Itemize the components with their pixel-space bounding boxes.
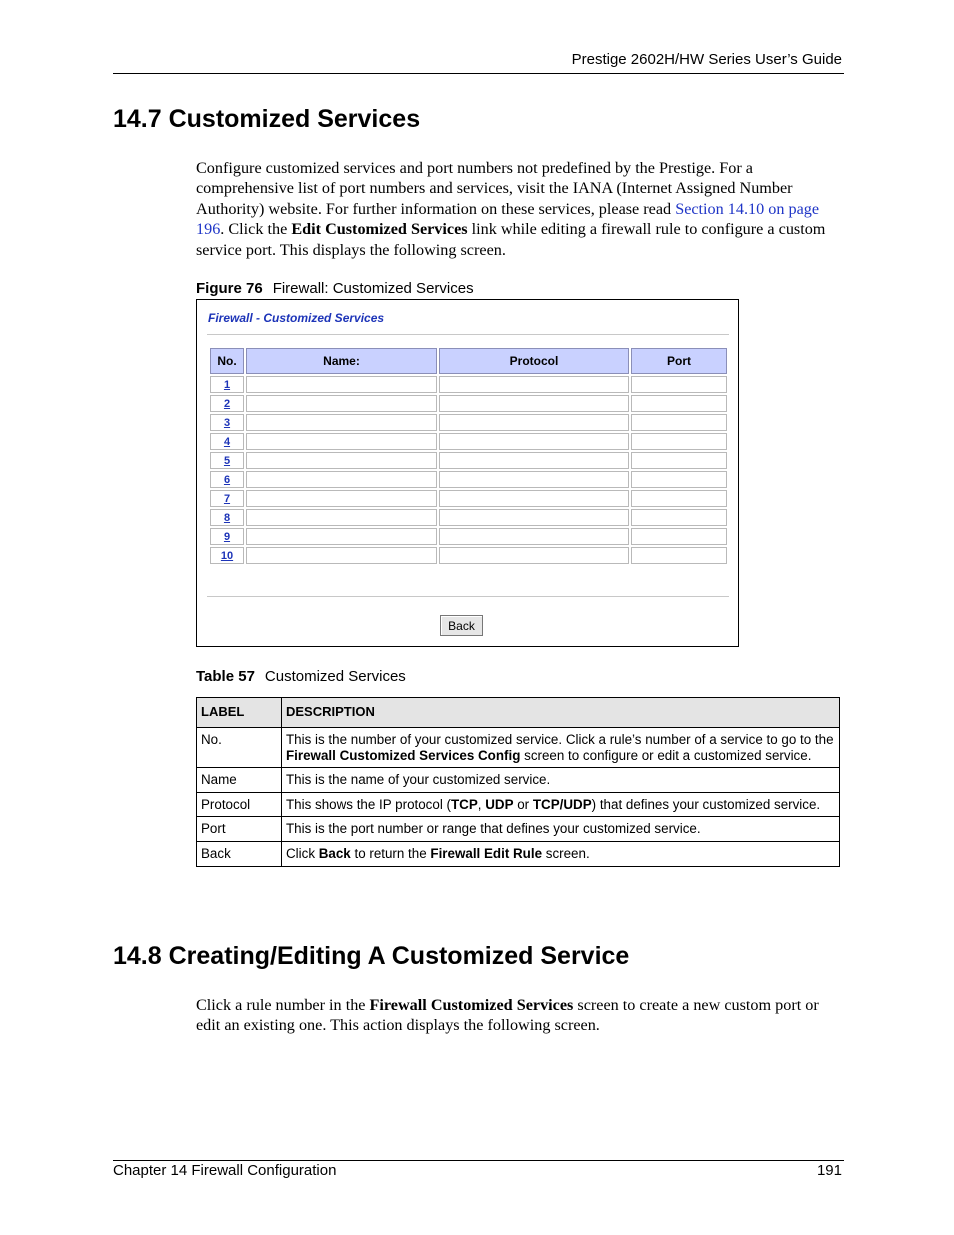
rule-number-cell xyxy=(210,452,244,469)
page-number: 191 xyxy=(816,1162,842,1179)
description-text: This is the number of your customized service. Click a rule’s number of a service to go to the xyxy=(286,732,834,747)
footer-chapter: Chapter 14 Firewall Configuration xyxy=(113,1162,337,1179)
rule-number-cell xyxy=(210,433,244,450)
description-header: DESCRIPTION xyxy=(282,698,840,728)
description-text: This shows the IP protocol ( xyxy=(286,796,451,812)
table-row xyxy=(210,547,727,564)
intro-paragraph xyxy=(196,158,842,260)
description-text: ) that defines your customized service. xyxy=(591,796,821,812)
name-cell xyxy=(246,528,437,545)
table-row xyxy=(197,817,840,842)
description-bold: UDP xyxy=(485,796,514,812)
name-cell xyxy=(246,471,437,488)
table-row xyxy=(197,841,840,866)
description-text: This is the port number or range that defines your customized service. xyxy=(286,821,701,837)
port-cell xyxy=(631,414,727,431)
port-cell xyxy=(631,395,727,412)
description-text: , xyxy=(477,796,486,812)
description-bold: TCP xyxy=(450,796,478,812)
protocol-cell xyxy=(439,414,629,431)
port-cell xyxy=(631,490,727,507)
protocol-cell xyxy=(439,433,629,450)
protocol-cell xyxy=(439,547,629,564)
rule-number-link[interactable]: 8 xyxy=(223,511,231,524)
section2-paragraph xyxy=(196,995,842,1036)
row-description xyxy=(282,768,840,793)
description-text: screen. xyxy=(542,845,590,861)
port-cell xyxy=(631,376,727,393)
col-port: Port xyxy=(631,348,727,374)
table-row xyxy=(210,433,727,450)
intro-text-b: . Click the xyxy=(220,220,292,239)
protocol-cell xyxy=(439,452,629,469)
row-label: No. xyxy=(197,728,282,768)
protocol-cell xyxy=(439,528,629,545)
rule-number-link[interactable]: 6 xyxy=(223,473,231,486)
row-description xyxy=(282,841,840,866)
table-row xyxy=(210,471,727,488)
rule-number-link[interactable]: 7 xyxy=(223,492,231,505)
name-cell xyxy=(246,452,437,469)
port-cell xyxy=(631,433,727,450)
description-bold: Firewall Edit Rule xyxy=(430,845,543,861)
customized-services-screen xyxy=(196,299,739,647)
port-cell xyxy=(631,528,727,545)
rule-number-cell xyxy=(210,395,244,412)
rule-number-cell xyxy=(210,490,244,507)
table-label: Table 57 xyxy=(196,668,255,685)
protocol-cell xyxy=(439,376,629,393)
col-no: No. xyxy=(210,348,244,374)
section-heading-14-8: 14.8 Creating/Editing A Customized Service xyxy=(113,942,630,970)
protocol-cell xyxy=(439,471,629,488)
table-row xyxy=(210,452,727,469)
intro-text-c: link while editing a firewall rule to configure a custom service port. This displays the following screen. xyxy=(196,220,826,259)
table-row xyxy=(210,414,727,431)
row-description xyxy=(282,792,840,817)
port-cell xyxy=(631,452,727,469)
table-row xyxy=(210,509,727,526)
name-cell xyxy=(246,376,437,393)
title-divider xyxy=(207,334,729,335)
rule-number-cell xyxy=(210,471,244,488)
rule-number-link[interactable]: 10 xyxy=(220,549,234,562)
col-name: Name: xyxy=(246,348,437,374)
rule-number-cell xyxy=(210,547,244,564)
rule-number-cell xyxy=(210,414,244,431)
col-protocol: Protocol xyxy=(439,348,629,374)
description-text: This is the name of your customized service. xyxy=(286,772,551,788)
row-label: Back xyxy=(197,841,282,866)
running-header: Prestige 2602H/HW Series User’s Guide xyxy=(571,51,842,68)
table-row xyxy=(197,728,840,768)
protocol-cell xyxy=(439,395,629,412)
row-label: Name xyxy=(197,768,282,793)
row-label: Port xyxy=(197,817,282,842)
rule-number-cell xyxy=(210,376,244,393)
back-button[interactable]: Back xyxy=(440,615,483,636)
row-description xyxy=(282,728,840,768)
name-cell xyxy=(246,547,437,564)
name-cell xyxy=(246,395,437,412)
rule-number-link[interactable]: 4 xyxy=(223,435,231,448)
rule-number-cell xyxy=(210,509,244,526)
section-14-10-link[interactable]: Section 14.10 on page 196 xyxy=(196,199,820,239)
rule-number-link[interactable]: 3 xyxy=(223,416,231,429)
port-cell xyxy=(631,509,727,526)
rule-number-cell xyxy=(210,528,244,545)
figure-title: Firewall: Customized Services xyxy=(272,280,474,297)
row-label: Protocol xyxy=(197,792,282,817)
table-row xyxy=(210,395,727,412)
name-cell xyxy=(246,414,437,431)
screen-title: Firewall - Customized Services xyxy=(208,311,385,325)
table-row xyxy=(197,768,840,793)
description-text: or xyxy=(513,796,533,812)
name-cell xyxy=(246,433,437,450)
rule-number-link[interactable]: 5 xyxy=(223,454,231,467)
s2-text-b: screen to create a new custom port or edit an existing one. This action displays the following screen. xyxy=(196,996,819,1035)
description-table xyxy=(196,697,840,867)
name-cell xyxy=(246,509,437,526)
section-heading-14-7: 14.7 Customized Services xyxy=(113,105,421,133)
footer-rule xyxy=(113,1160,844,1161)
table-row xyxy=(210,528,727,545)
services-table xyxy=(208,346,729,566)
protocol-cell xyxy=(439,490,629,507)
table-row xyxy=(210,376,727,393)
rule-number-link[interactable]: 9 xyxy=(223,530,231,543)
row-description xyxy=(282,817,840,842)
s2-bold: Firewall Customized Services xyxy=(369,996,574,1014)
bottom-divider xyxy=(207,596,729,597)
table-caption xyxy=(196,668,406,685)
label-header: LABEL xyxy=(197,698,282,728)
protocol-cell xyxy=(439,509,629,526)
port-cell xyxy=(631,471,727,488)
description-text: to return the xyxy=(350,845,431,861)
port-cell xyxy=(631,547,727,564)
s2-text-a: Click a rule number in the xyxy=(196,996,370,1014)
rule-number-link[interactable]: 2 xyxy=(223,397,231,410)
rule-number-link[interactable]: 1 xyxy=(223,378,231,391)
description-bold: TCP/UDP xyxy=(532,796,592,812)
header-rule xyxy=(113,73,844,74)
name-cell xyxy=(246,490,437,507)
description-bold: Firewall Customized Services Config xyxy=(286,747,521,763)
table-row xyxy=(197,792,840,817)
figure-label: Figure 76 xyxy=(196,280,263,297)
intro-bold: Edit Customized Services xyxy=(291,220,468,239)
description-text: Click xyxy=(286,845,319,861)
table-title: Customized Services xyxy=(264,668,406,685)
intro-text-a: Configure customized services and port numbers not predefined by the Prestige. For a comprehensive list of port numbers and services, visit the IANA (Internet Assigned Number Authority) website. For further information on these services, please read xyxy=(196,159,793,218)
figure-caption xyxy=(196,280,474,297)
description-bold: Back xyxy=(318,845,351,861)
description-text: screen to configure or edit a customized service. xyxy=(520,747,812,763)
table-row xyxy=(210,490,727,507)
